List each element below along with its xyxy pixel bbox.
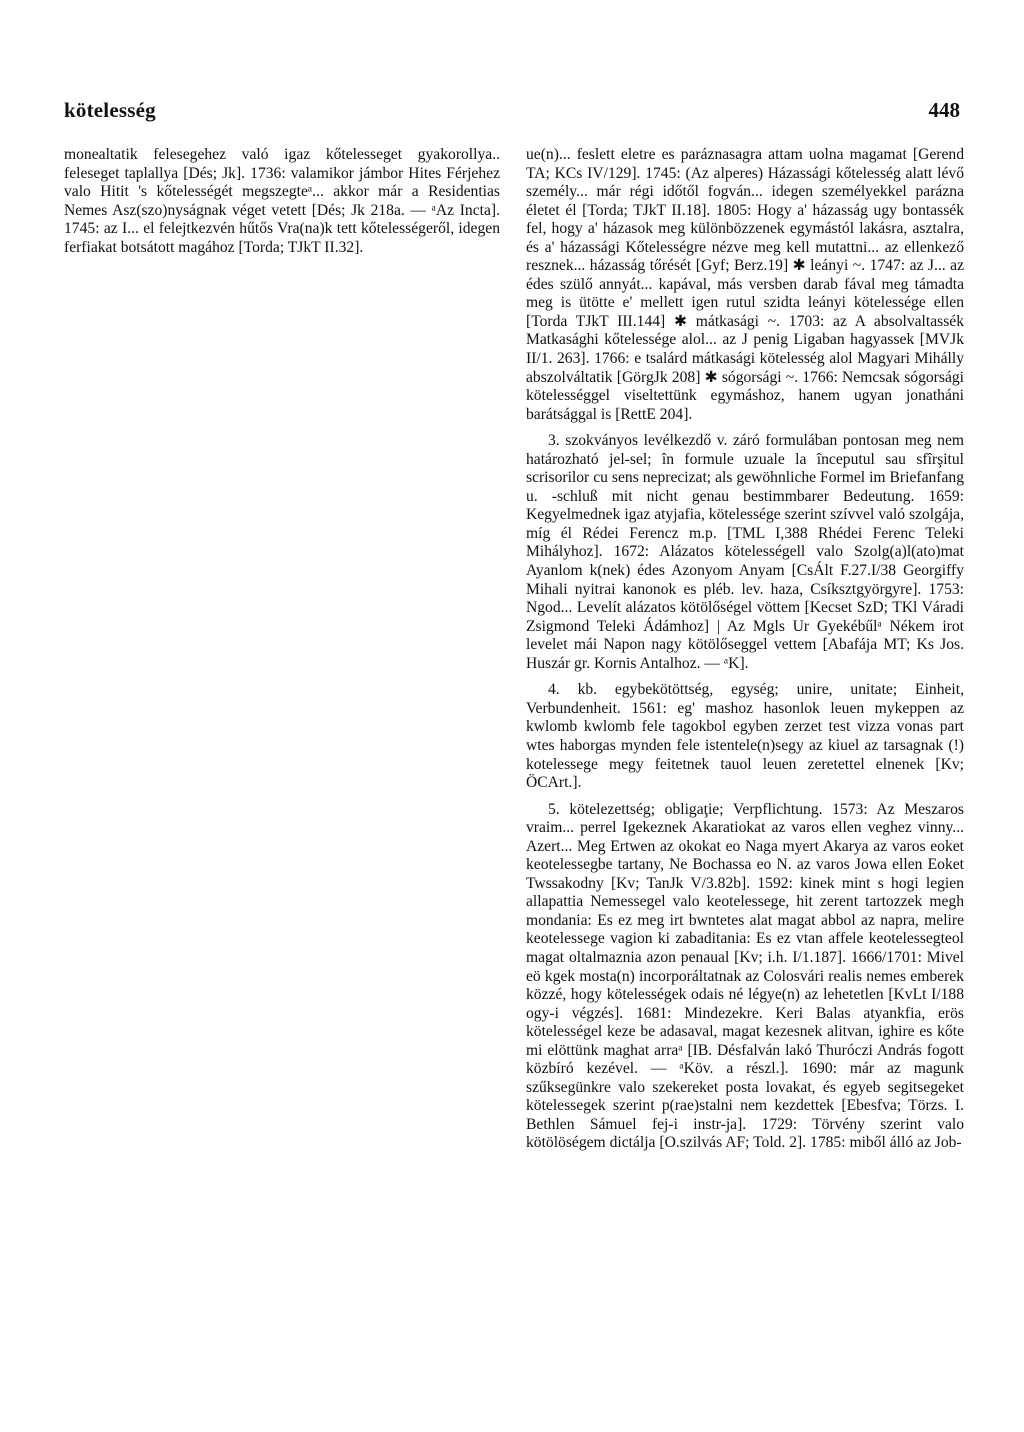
right-column (526, 146, 964, 1153)
sense-4-paragraph: 4. kb. egybekötöttség, egység; unire, unitate; Einheit, Verbundenheit. 1561: eg' mashoz hasonlok leuen mykeppen az kwlomb kwlomb fele tagokbol egyben zerzet test vizza vonas part wtes haborgas mynden fele istentele(n)segy az kiuel az tarsagnak (!) kotelessege megy feitetnek tauol leuen zeretettel elnenek [Kv; ÖCArt.]. (526, 681, 964, 792)
running-headword: kötelesség (64, 98, 156, 122)
left-column (64, 146, 500, 257)
paragraph: monealtatik felesegehez való igaz kőtelesseget gyakorollya.. feleseget taplallya [Dés; Jk]. 1736: valamikor jámbor Hites Férjehez valo Hitit 's kőtelességét megszegteᵃ... akkor már a Residentias Nemes Asz(szo)nyságnak véget vetett [Dés; Jk 218a. — ᵃAz Incta]. 1745: az I... el felejtkezvén hűtős Vra(na)k tett kőtelességeről, idegen ferfiakat botsátott magához [Torda; TJkT II.32]. (64, 146, 500, 256)
running-header (64, 98, 960, 128)
sense-5-paragraph: 5. kötelezettség; obligaţie; Verpflichtung. 1573: Az Meszaros vraim... perrel Igekeznek Akaratiokat az varos ellen veghez vinny... Azert... Meg Ertwen az okokat eo Naga myert Akarya az varos eoket keotelessegbe tartany, Ne Bochassa eo N. az varos Jowa ellen Eoket Twssakodny [Kv; TanJk V/3.82b]. 1592: kinek mint s hogi legien allapattia Nemessegel valo keotelessege, hit zerent tartozzek megh mondania: Es ez meg irt bwntetes alat magat abbol az napra, melire keotelessege vagion ki zabaditania: Es ez vtan affele keotelessegteol magat oltalmaznia azon penaual [Kv; i.h. I/1.187]. 1666/1701: Mivel eö kgek mosta(n) incorporáltatnak az Colosvári realis nemes emberek közzé, hogy kötelességek odais né légye(n) az lehetetlen [KvLt I/188 ogy-i végzés]. 1681: Mindezekre. Keri Balas atyankfia, erös kötelességel keze be adasaval, magat kezesnek alitvan, ighire es kőte mi elöttünk maghat arraᵃ [IB. Désfalván lakó Thuróczi András fogott közbíró kezével. — ᵃKöv. a részl.]. 1690: már az magunk szűksegünkre valo szekereket posta lovakat, és egyeb segitsegeket kötelessegek szerint p(rae)stalni nem kezdettek [Ebesfva; Törzs. I. Bethlen Sámuel fej-i instr-ja]. 1729: Törvény szerint valo kötölöségem dictálja [O.szilvás AF; Told. 2]. 1785: miből álló az Job- (526, 800, 964, 1152)
page-number: 448 (928, 98, 960, 122)
paragraph: ue(n)... feslett eletre es paráznasagra attam uolna magamat [Gerend TA; KCs IV/129]. 1745: (Az alperes) Házassági kőtelesség alatt lévő személy... már régi időtől fogván... idegen személyekkel parázna életet él [Torda; TJkT II.18]. 1805: Hogy a' házasság ugy bontassék fel, hogy a' házasok meg különbözzenek egymástól lakásra, asztalra, és a' házassági Kőtelességre nézve meg kell mutattni... az ellenkező resznek... házasság tőrését [Gyf; Berz.19] ✱ leányi ~. 1747: az J... az édes szülő annyát... kapával, más versben darab fával meg támadta meg is ütötte e' mellett igen rutul szidta leányi kötelessége ellen [Torda TJkT III.144] ✱ mátkasági ~. 1703: az A absolvaltassék Matkasághi kőtelessége alol... az J penig Ligaban hagyassek [MVJk II/1. 263]. 1766: e tsalárd mátkasági kötelesség alol Magyari Mihálly abszolváltatik [GörgJk 208] ✱ sógorsági ~. 1766: Nemcsak sógorsági kötelességgel viseltettünk egymáshoz, hanem ugyan jonatháni barátsággal is [RettE 204]. (526, 146, 964, 423)
sense-3-paragraph: 3. szokványos levélkezdő v. záró formulában pontosan meg nem határozható jel-sel; în formule uzuale la începutul sau sfîrşitul scrisorilor cu sens neprecizat; als gewöhnliche Formel im Briefanfang u. -schluß mit nicht genau bestimmbarer Bedeutung. 1659: Kegyelmednek igaz atyjafia, kötelessége szerint szívvel való szolgája, míg él Rédei Ferencz m.p. [TML I,388 Rhédei Ferenc Teleki Mihályhoz]. 1672: Alázatos kötelességell valo Szolg(a)l(ato)mat Ayanlom k(nek) édes Azonyom Anyam [CsÁlt F.27.I/38 Georgiffy Mihali nyitrai kanonok es pléb. lev. haza, Csíksztgyörgyre]. 1753: Ngod... Levelít alázatos kötölőségel vöttem [Kecset SzD; TKl Váradi Zsigmond Teleki Ádámhoz] | Az Mgls Ur Gyekébűlᵃ Nékem irot levelet mái Napon nagy kötölőseggel vettem [Abafája MT; Ks Jos. Huszár gr. Kornis Antalhoz. — ᵃK]. (526, 432, 964, 672)
